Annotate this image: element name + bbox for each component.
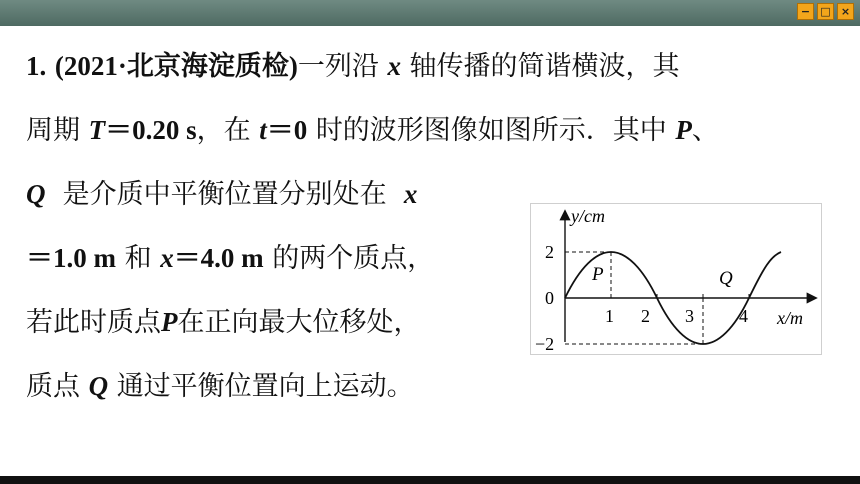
var-t: t (259, 115, 267, 145)
title-bar (0, 0, 860, 26)
var-T: T (88, 115, 106, 145)
time-value: ＝0 (266, 115, 308, 145)
window-controls (797, 3, 854, 20)
y-tick-label: 2 (545, 242, 554, 262)
text-segment: 在正向最大位移处， (177, 307, 421, 338)
text-segment: 质点 (26, 371, 80, 402)
bottom-bar (0, 476, 860, 484)
position-value: ＝1.0 m (26, 243, 116, 273)
var-P: P (161, 307, 178, 337)
var-Q: Q (26, 179, 46, 209)
wave-graph-svg (531, 204, 821, 354)
minimize-button[interactable]: − (797, 3, 814, 20)
y-axis-label: y/cm (571, 206, 605, 226)
problem-number: 1. (26, 51, 47, 81)
text-segment: 一列沿 (297, 51, 379, 82)
text-segment: 周期 (26, 115, 80, 146)
x-tick-label: 2 (641, 306, 650, 326)
y-tick-label: −2 (535, 334, 555, 354)
var-x: x (387, 51, 401, 81)
x-tick-label: 3 (685, 306, 694, 326)
point-P-label: P (592, 264, 604, 285)
x-tick-label: 1 (605, 306, 614, 326)
x-axis-label: x/m (777, 308, 803, 328)
restore-button[interactable]: □ (817, 3, 834, 20)
text-segment: 轴传播的简谐横波，其 (409, 51, 680, 82)
var-Q: Q (88, 371, 109, 401)
point-Q-label: Q (719, 268, 733, 289)
problem-line-1 (26, 34, 836, 98)
problem-line-6 (26, 354, 836, 418)
problem-line-2 (26, 98, 836, 162)
period-value: ＝0.20 s (105, 115, 197, 145)
var-P: P (675, 115, 692, 145)
x-tick-label: 4 (739, 306, 748, 326)
text-segment: 、 (691, 115, 719, 146)
var-x: x (403, 179, 418, 209)
text-segment: 通过平衡位置向上运动。 (116, 371, 414, 402)
text-segment: 若此时质点 (26, 307, 161, 338)
text-segment: 的两个质点， (272, 243, 435, 274)
close-button[interactable]: × (837, 3, 854, 20)
var-x: x (160, 243, 174, 273)
position-value: ＝4.0 m (173, 243, 264, 273)
y-tick-label: 0 (545, 288, 554, 308)
text-segment: 时的波形图像如图所示．其中 (315, 115, 667, 146)
problem-source: (2021·北京海淀质检) (54, 51, 298, 81)
text-segment: 是介质中平衡位置分别处在 (62, 179, 387, 210)
text-segment: ，在 (196, 115, 251, 146)
wave-graph (530, 203, 822, 355)
text-segment: 和 (124, 243, 152, 274)
